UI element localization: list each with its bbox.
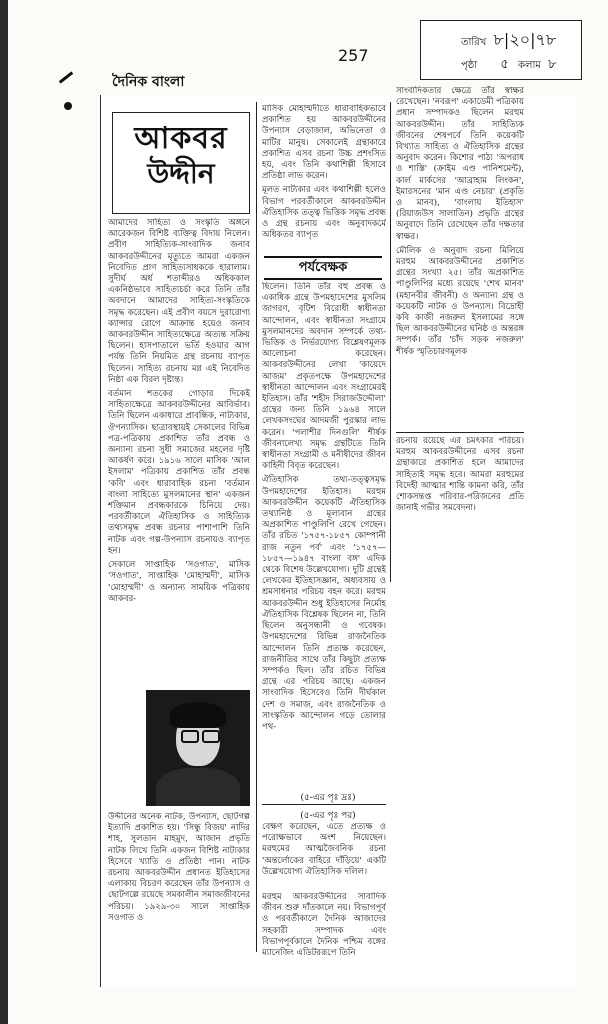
column-divider — [390, 102, 391, 582]
column-3-paragraph: রচনায় রয়েছে এর চমৎকার পরিচয়। মরহুম আকবরউদ্দীনের এসব রচনা গ্রন্থাকারে প্রকাশিত হলে আমাদের সাহিত্যই সমৃদ্ধ হবে। আমরা মরহুমের বিদেহী আত্মার শান্তি কামনা করি, তাঁর শোকসন্তপ্ত পরিবার-পরিজনের প্রতি জানাই গভীর সমবেদনা। — [396, 436, 524, 514]
headline-line-1: আকবর — [134, 121, 228, 156]
portrait-body — [156, 768, 240, 806]
column-2-bottom-paragraph: মরহুম আকবরউদ্দীনের সাবাদিক জীবন শুরু দাঁতকালে নয়। বিভাগপূর্ব ও পরবর্তীকালে দৈনিক আজাদের সহকারী সম্পাদক এবং বিভাগপূর্বকালে দৈনিক পশ্চিম বঙ্গের ম্যানেজিং এডিটররূপে তিনি — [262, 892, 386, 958]
column-2-paragraph: মূলত নাট্যকার এবং কথাশিল্পী হলেও বিভাগ পরবর্তীকালে আকবরউদ্দীন ঐতিহাসিক তত্ত্ব ভিত্তিক সমৃদ্ধ প্রবন্ধ ও গ্রন্থ রচনায় এবং অনুবাদকর্মে অধিকতর ব্যাপৃত — [262, 185, 386, 241]
portrait-glasses-left — [181, 730, 199, 743]
stamp-date-label: তারিখ — [461, 37, 487, 48]
column-2-top — [262, 104, 386, 252]
archive-stamp — [420, 20, 582, 80]
column-2-paragraph: ঐতিহাসিক তথ্য-তত্ত্বসমৃদ্ধ উপমহাদেশের ইতিহাস। মরহুম আকবরউদ্দীন কয়েকটি ঐতিহাসিক তথ্যানিষ্ঠ ও মূল্যবান গ্রন্থের অপ্রকাশিত পাণ্ডুলিপি রেখে গেছেন। তাঁর রচিত '১৭৫৭-১৮৫৭ কোম্পানী রাজ নতুন পর্ব' এবং '১৭৫৭—১৮৫৭—১৯৪৭ বাংলা বঙ্গ' এদিক থেকে বিশেষ উল্লেখযোগ্য। দুটি গ্রন্থেই লেখকের ইতিহাসজ্ঞান, অধ্যবসায় ও শ্রমসাধনার পরিচয় বহন করে। মরহুম আকবরউদ্দীন শুধু ইতিহাসের নির্মোহ ঐতিহাসিক বিশ্লেষক ছিলেন না, তিনি ছিলেন অনুসন্ধানী ও গবেষক। উপমহাদেশের বিভিন্ন রাজনৈতিক আন্দোলন তিনি প্রত্যক্ষ করেছেন, রাজনীতির সাথে তাঁর কিছুটা প্রত্যক্ষ সম্পর্কও ছিল। তাঁর রচিত বিভিন্ন গ্রন্থে এর পরিচয় আছে। একজন সাংবাদিক হিসেবেও তিনি দীর্ঘকাল দেশ ও সমাজ, এবং রাজনৈতিক ও সাংস্কৃতিক আন্দোলন গড়ে তোলার পথ- — [262, 475, 386, 732]
column-1-paragraph: সেকালে সাপ্তাহিক 'সওগাত', মাসিক 'সওগাত', সাপ্তাহিক 'মোহাম্মদী', মাসিক 'মোহাম্মদী' ও অন্যান্য সাময়িক পত্রিকায় আকবর- — [108, 560, 250, 604]
stamp-page-label: পৃষ্ঠা — [461, 60, 478, 71]
headline-line-2: উদ্দীন — [147, 157, 215, 190]
column-2-bottom-2 — [262, 892, 386, 958]
stamp-date-row — [461, 27, 556, 54]
continued-note: (৫-এর পৃঃ দ্রঃ) — [300, 793, 356, 803]
column-divider — [396, 432, 524, 433]
column-3-paragraph: সাংবাদিকতার ক্ষেত্রে তাঁর স্বাক্ষর রেখেছেন। 'নবরূপ' একাডেমী পত্রিকায় প্রধান সম্পাদকও ছিলেন মরহুম আকবরউদ্দীন। তাঁর সাহিত্যিক জীবনের শেষপর্বে তিনি কয়েকটি বিখ্যাত সাহিত্য ও ঐতিহাসিক গ্রন্থের অনুবাদ করেন। কিশোর পাঠ্য 'অপরাধ ও শাস্তি' (ক্রাইম এণ্ড পানিশমেন্ট), কার্ল মার্কসের 'আব্রাহাম লিংকন', ইমারসনের 'মান এণ্ড নেচার' (প্রকৃতি ও মানব), 'বাংলায় ইতিহাস' (রিয়াজউস সালাতিন) প্রভৃতি গ্রন্থের অনুবাদে তিনি রেখেছেন তাঁর দক্ষতার স্বাক্ষর। — [396, 86, 524, 242]
column-2-bottom — [262, 822, 386, 890]
column-2-paragraph: মাসিক মোহাম্মদীতে ধারাবাহিকভাবে প্রকাশিত হয় আকবরউদ্দীনের উপন্যাস বেড়াজাল, অভিনেতা ও মাটির মানুষ। সেকালেই গ্রন্থাকারে প্রকাশিত এসব রচনা উচ্চ প্রশংসিত হয়, এবং তিনি কথাশিল্পী হিসাবে প্রতিষ্ঠা লাভ করেন। — [262, 104, 386, 182]
stamp-column-label: কলাম — [518, 60, 541, 71]
portrait-photo — [146, 690, 250, 806]
portrait-hair — [170, 702, 226, 728]
portrait-glasses-right — [202, 730, 220, 743]
stamp-page-row — [461, 55, 557, 76]
section-heading: পর্যবেক্ষক — [264, 256, 382, 280]
punch-hole-mark — [64, 102, 72, 110]
page-number: 257 — [338, 46, 369, 65]
stamp-page-value: ৫ — [500, 57, 509, 72]
column-1-bottom-paragraph: উদ্দীনের অনেক নাটক, উপন্যাস, ছোটগল্প ইত্যাদি প্রকাশিত হয়। 'সিন্ধু বিজয়' নাদির শাহ, সুলতান মাহমুদ, আজান প্রভৃতি নাটক লিখে তিনি একজন বিশিষ্ট নাট্যকার হিসেবে খ্যাতি ও প্রতিষ্ঠা পান। নাটক রচনায় আকবরউদ্দীন প্রধানত ইতিহাসের এলাকায় বিচরণ করেছেন তাঁর উপন্যাস ও ছোটগল্পে রয়েছে সমকালীন সমাজজীবনের পরিচয়। ১৯২৯-৩০ সালে সাপ্তাহিক সওগাত ও — [108, 812, 250, 923]
column-1 — [108, 218, 250, 688]
stamp-column-value: ৮ — [548, 57, 557, 72]
column-1-paragraph: আমাদের সাহিত্য ও সংস্কৃতি অঙ্গনে আরেকজন বিশিষ্ট ব্যক্তিত্ব বিদায় নিলেন। প্রবীণ সাহিত্যিক-সাংবাদিক জনাব আকবরউদ্দীনের মৃত্যুতে আমরা একজন নিবেদিত প্রাণ সাহিত্যসাধককে হারালাম। সুদীর্ঘ অর্ধ শতাব্দীরও অধিককাল একনিষ্ঠভাবে সাহিত্যচর্চা করে তিনি তাঁর অবদানে আমাদের সাহিত্য-সংস্কৃতিকে সমৃদ্ধ করেছেন। এই প্রবীণ বয়সে দুরারোগ্য ক্যান্সার রোগে আক্রান্ত হয়েও জনাব আকবরউদ্দীন সাহিত্যক্ষেত্রে অত্যন্ত সক্রিয় ছিলেন। হাসপাতালে ভর্তি হওয়ার আগ পর্যন্ত তিনি নিয়মিত গ্রন্থ রচনায় ব্যাপৃত ছিলেন। সাহিত্য রচনায় মগ্ন এই নিবেদিত নিষ্ঠা এক বিরল দৃষ্টান্ত। — [108, 218, 250, 385]
column-3-lower — [396, 436, 524, 546]
column-3-paragraph: মৌলিক ও অনুবাদ রচনা মিলিয়ে মরহুম আকবরউদ্দীনের প্রকাশিত গ্রন্থের সংখ্যা ২৫। তাঁর অপ্রকাশিত পাণ্ডুলিপির মধ্যে রয়েছে 'শেখ মানব' (মহানবীর জীবনী) ও অন্যান্য গ্রন্থ ও কয়েকটি নাটক ও উপন্যাস। বিদ্রোহী কবি কাজী নজরুল ইসলামের সঙ্গে ছিল আকবরউদ্দীনের ঘনিষ্ঠ ও অন্তরঙ্গ সম্পর্ক। তাঁর 'চাঁদ সড়ক নজরুল' শীর্ষক স্মৃতিচারণমূলক — [396, 245, 524, 357]
stamp-date-value: ৮|২০|৭৮ — [493, 30, 557, 49]
column-1-paragraph: বর্তমান শতকের গোড়ার দিকেই সাহিত্যক্ষেত্রে আকবরউদ্দীনের আবির্ভাব। তিনি ছিলেন একাধারে প্রাবন্ধিক, নাট্যকার, ঔপন্যাসিক। ছাত্রাবস্থায়ই সেকালের বিভিন্ন পত্র-পত্রিকায় প্রকাশিত তাঁর প্রবন্ধ ও অন্যান্য রচনা সুধী সমাজের মহলের দৃষ্টি আকর্ষণ করে। ১৯১৬ সালে মাসিক 'আল ইসলাম' পত্রিকায় প্রকাশিত তাঁর প্রবন্ধ 'কবি' এবং ধারাবাহিক রচনা 'বর্তমান বাংলা সাহিত্যে মুসলমানের স্থান' একজন শক্তিমান প্রবন্ধকারকে চিনিয়ে দেয়। পরবর্তীকালে ঐতিহাসিক ও সাহিত্যিক তথ্যসমৃদ্ধ প্রবন্ধ রচনার পাশাপাশি তিনি নাটক এবং গল্প-উপন্যাস রচনায়ও ব্যাপৃত হন। — [108, 389, 250, 556]
column-2-paragraph: ছিলেন। তিনি তাঁর বহু প্রবন্ধ ও একাধিক গ্রন্থে উপমহাদেশের মুসলিম জাগরণ, বৃটিশ বিরোধী স্বাধীনতা আন্দোলন, এবং স্বাধীনতা সংগ্রামে মুসলমানদের অবদান সম্পর্কে তথ্য-ভিত্তিক ও নির্ভরযোগ্য বিশ্লেষণমূলক আলোচনা করেছেন। আকবরউদ্দীনের লেখা 'কায়েদে আজম' প্রকৃতপক্ষে উপমহাদেশের স্বাধীনতা আন্দোলন এবং সংগ্রামেরই ইতিহাস। তাঁর 'শহীদ সিরাজউদ্দৌলা' গ্রন্থের জন্য তিনি ১৯৬৪ সালে লেখকসংঘের আদমজী পুরস্কার লাভ করেন। 'পলাশীর দিনগুলি' শীর্ষক জীবনালেখ্য সমৃদ্ধ গ্রন্থটিতে তিনি স্বাধীনতা সংগ্রামী ও মনীষীদের জীবন কাহিনী বিবৃত করেছেন। — [262, 282, 386, 472]
continued-from: (৫-এর পৃঃ পর) — [300, 811, 356, 821]
column-divider — [262, 804, 386, 805]
headline-box — [112, 112, 250, 214]
column-3 — [396, 86, 524, 430]
column-2 — [262, 282, 386, 786]
column-divider — [256, 102, 257, 952]
column-2-bottom-paragraph: বেক্ষণ করেছেন, এতে প্রত্যক্ষ ও পরোক্ষভাবে অংশ নিয়েছেন। মরহুমের আত্মজৈবনিক রচনা 'অন্তর্লোকের বাহিরে দাঁড়িয়ে' একটি উল্লেখযোগ্য ঐতিহাসিক দলিল। — [262, 822, 386, 877]
newspaper-name: দৈনিক বাংলা — [112, 74, 185, 90]
column-1-bottom — [108, 812, 250, 948]
